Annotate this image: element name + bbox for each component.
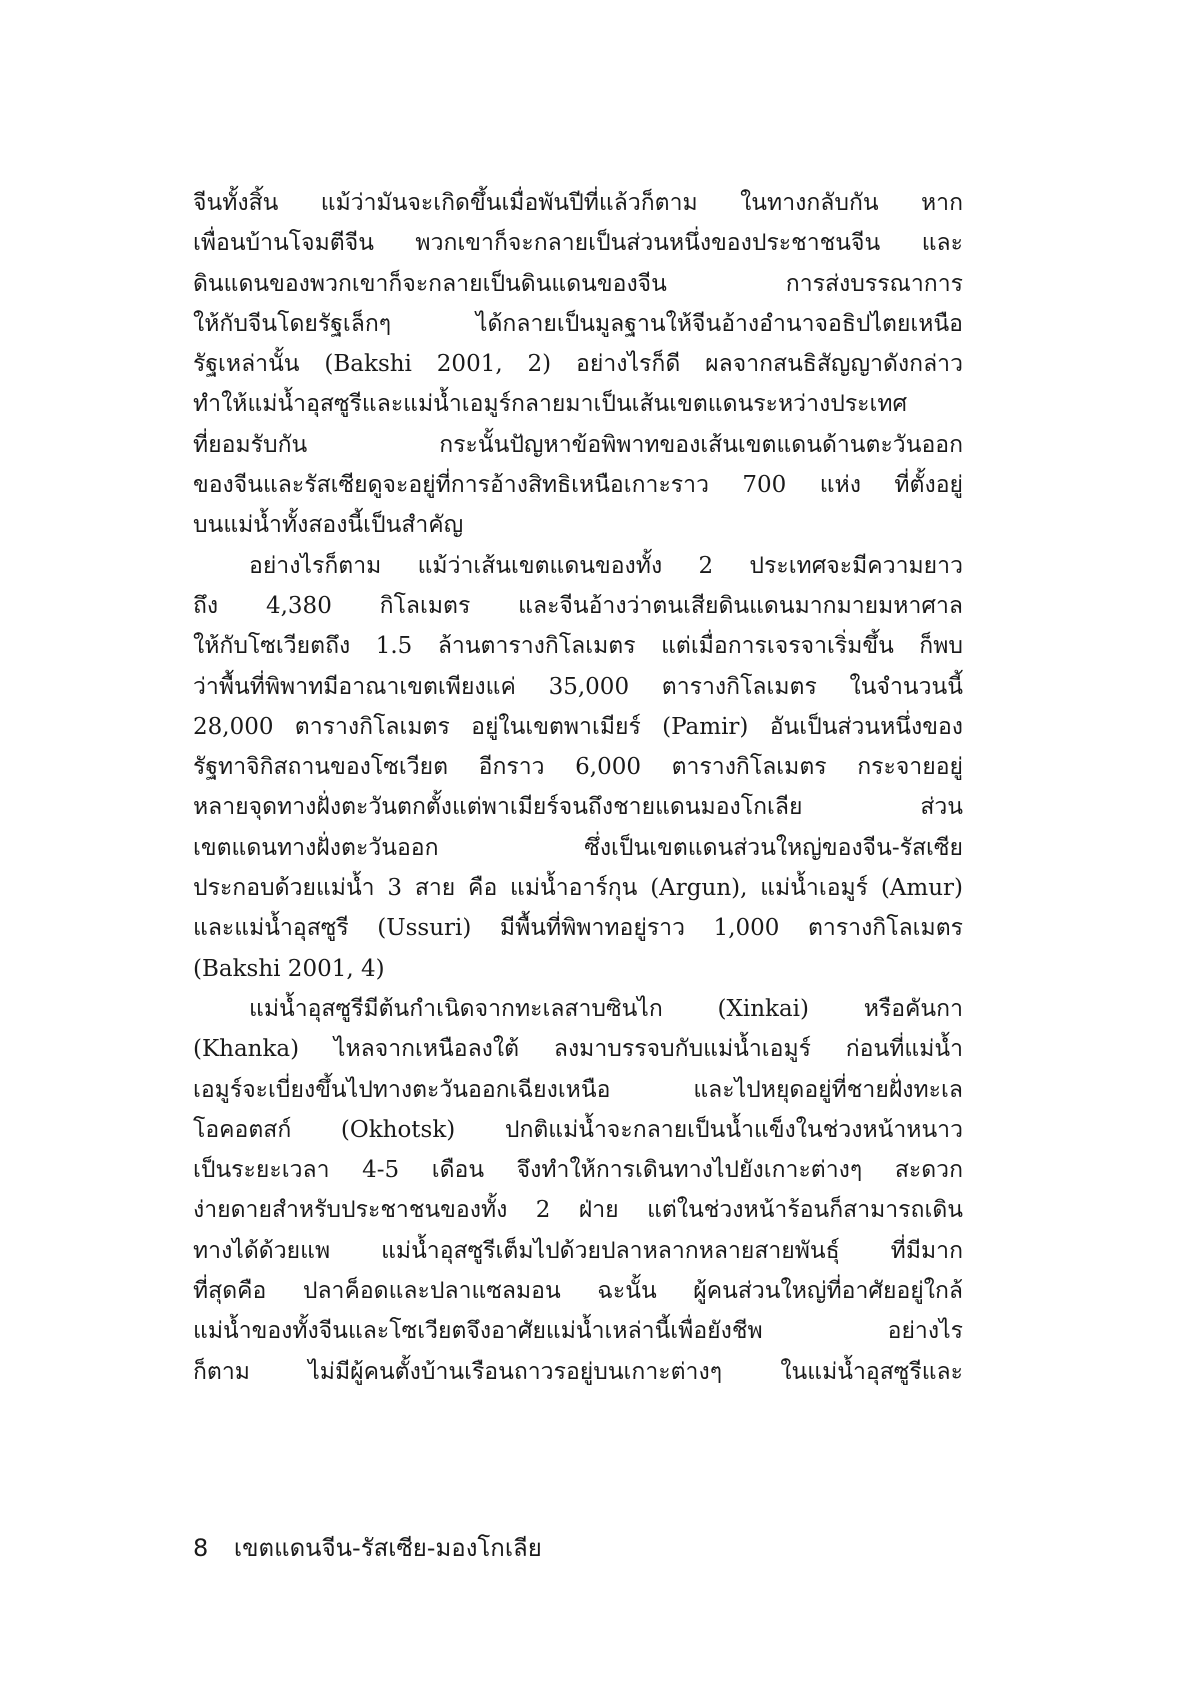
- text-line: บนแม่น้ำทั้งสองนี้เป็นสำคัญ: [193, 512, 464, 539]
- text-line: ถึง 4,380 กิโลเมตร และจีนอ้างว่าตนเสียดินแดนมากมายมหาศาล: [193, 592, 963, 619]
- text-line: ทำให้แม่น้ำอุสซูรีและแม่น้ำเอมูร์กลายมาเป็นเส้นเขตแดนระหว่างประเทศ: [193, 391, 908, 418]
- text-line: หลายจุดทางฝั่งตะวันตกตั้งแต่พาเมียร์จนถึงชายแดนมองโกเลีย ส่วน: [193, 794, 963, 821]
- paragraph: [193, 546, 963, 989]
- text-line: (Khanka) ไหลจากเหนือลงใต้ ลงมาบรรจบกับแม่น้ำเอมูร์ ก่อนที่แม่น้ำ: [193, 1036, 963, 1063]
- text-line: แม่น้ำของทั้งจีนและโซเวียตจึงอาศัยแม่น้ำเหล่านี้เพื่อยังชีพ อย่างไร: [193, 1318, 963, 1345]
- text-line: แม่น้ำอุสซูรีมีต้นกำเนิดจากทะเลสาบซินไก (Xinkai) หรือคันกา: [249, 995, 963, 1022]
- text-line: และแม่น้ำอุสซูรี (Ussuri) มีพื้นที่พิพาทอยู่ราว 1,000 ตารางกิโลเมตร: [193, 915, 963, 942]
- page-footer: [193, 1528, 542, 1567]
- text-line: โอคอตสก์ (Okhotsk) ปกติแม่น้ำจะกลายเป็นน้ำแข็งในช่วงหน้าหนาว: [193, 1116, 963, 1143]
- text-line: เอมูร์จะเบี่ยงขึ้นไปทางตะวันออกเฉียงเหนือ และไปหยุดอยู่ที่ชายฝั่งทะเล: [193, 1076, 963, 1103]
- paragraph: [193, 989, 963, 1392]
- text-line: ทางได้ด้วยแพ แม่น้ำอุสซูรีเต็มไปด้วยปลาหลากหลายสายพันธุ์ ที่มีมาก: [193, 1237, 963, 1264]
- page-number: 8: [193, 1534, 209, 1562]
- text-line: ที่สุดคือ ปลาค็อดและปลาแซลมอน ฉะนั้น ผู้คนส่วนใหญ่ที่อาศัยอยู่ใกล้: [193, 1278, 963, 1305]
- text-line: ก็ตาม ไม่มีผู้คนตั้งบ้านเรือนถาวรอยู่บนเกาะต่างๆ ในแม่น้ำอุสซูรีและ: [193, 1358, 963, 1385]
- text-line: ให้กับจีนโดยรัฐเล็กๆ ได้กลายเป็นมูลฐานให้จีนอ้างอำนาจอธิปไตยเหนือ: [193, 310, 963, 337]
- running-title: เขตแดนจีน-รัสเซีย-มองโกเลีย: [233, 1534, 542, 1562]
- text-line: อย่างไรก็ตาม แม้ว่าเส้นเขตแดนของทั้ง 2 ประเทศจะมีความยาว: [249, 552, 963, 579]
- text-line: ประกอบด้วยแม่น้ำ 3 สาย คือ แม่น้ำอาร์กุน (Argun), แม่น้ำเอมูร์ (Amur): [193, 875, 963, 902]
- body-text: [193, 183, 963, 1392]
- text-line: เพื่อนบ้านโจมตีจีน พวกเขาก็จะกลายเป็นส่วนหนึ่งของประชาชนจีน และ: [193, 230, 963, 257]
- text-line: จีนทั้งสิ้น แม้ว่ามันจะเกิดขึ้นเมื่อพันปีที่แล้วก็ตาม ในทางกลับกัน หาก: [193, 190, 963, 216]
- text-line: เป็นระยะเวลา 4-5 เดือน จึงทำให้การเดินทางไปยังเกาะต่างๆ สะดวก: [193, 1157, 963, 1184]
- text-line: รัฐทาจิกิสถานของโซเวียต อีกราว 6,000 ตารางกิโลเมตร กระจายอยู่: [193, 754, 963, 781]
- paragraph: [193, 183, 963, 546]
- text-line: ที่ยอมรับกัน กระนั้นปัญหาข้อพิพาทของเส้นเขตแดนด้านตะวันออก: [193, 431, 963, 458]
- text-line: ให้กับโซเวียตถึง 1.5 ล้านตารางกิโลเมตร แต่เมื่อการเจรจาเริ่มขึ้น ก็พบ: [193, 633, 963, 660]
- text-line: เขตแดนทางฝั่งตะวันออก ซึ่งเป็นเขตแดนส่วนใหญ่ของจีน-รัสเซีย: [193, 834, 963, 861]
- text-line: ดินแดนของพวกเขาก็จะกลายเป็นดินแดนของจีน การส่งบรรณาการ: [193, 270, 963, 297]
- text-line: ของจีนและรัสเซียดูจะอยู่ที่การอ้างสิทธิเหนือเกาะราว 700 แห่ง ที่ตั้งอยู่: [193, 472, 963, 499]
- text-line: รัฐเหล่านั้น (Bakshi 2001, 2) อย่างไรก็ดี ผลจากสนธิสัญญาดังกล่าว: [193, 351, 963, 378]
- text-line: 28,000 ตารางกิโลเมตร อยู่ในเขตพาเมียร์ (Pamir) อันเป็นส่วนหนึ่งของ: [193, 713, 963, 740]
- text-line: ง่ายดายสำหรับประชาชนของทั้ง 2 ฝ่าย แต่ในช่วงหน้าร้อนก็สามารถเดิน: [193, 1197, 963, 1224]
- text-line: ว่าพื้นที่พิพาทมีอาณาเขตเพียงแค่ 35,000 ตารางกิโลเมตร ในจำนวนนี้: [193, 673, 963, 700]
- text-line: (Bakshi 2001, 4): [193, 955, 385, 982]
